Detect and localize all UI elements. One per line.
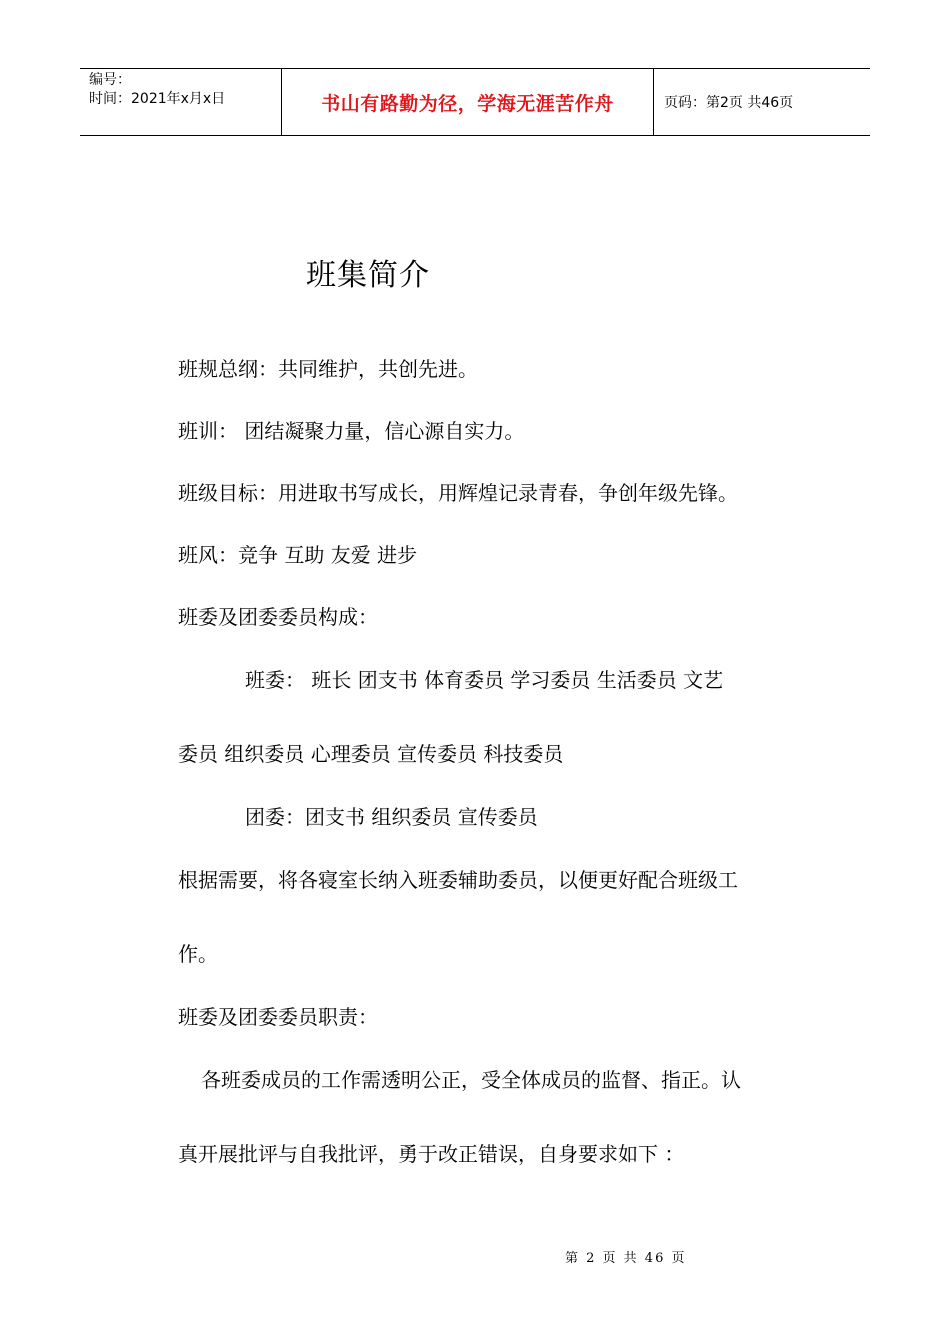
page-title: 班集简介 bbox=[306, 258, 430, 293]
motto-text: 书山有路勤为径，学海无涯苦作舟 bbox=[321, 92, 614, 115]
paragraph-line: 班委： 班长 团支书 体育委员 学习委员 生活委员 文艺 bbox=[245, 668, 724, 692]
paragraph-line: 班委及团委委员职责： bbox=[178, 1005, 378, 1029]
paragraph-line: 真开展批评与自我批评，勇于改正错误，自身要求如下 ： bbox=[178, 1142, 685, 1166]
paragraph-line: 班规总纲：共同维护，共创先进。 bbox=[178, 357, 478, 381]
number-label: 编号： bbox=[89, 72, 131, 88]
paragraph-line: 班级目标：用进取书写成长，用辉煌记录青春，争创年级先锋。 bbox=[178, 481, 738, 505]
paragraph-line: 作。 bbox=[178, 942, 218, 966]
paragraph-line: 根据需要，将各寝室长纳入班委辅助委员，以便更好配合班级工 bbox=[178, 868, 738, 892]
document-header bbox=[80, 68, 870, 136]
paragraph-line: 班风：竞争 互助 友爱 进步 bbox=[178, 543, 418, 567]
paragraph-line: 班训： 团结凝聚力量，信心源自实力。 bbox=[178, 419, 525, 443]
header-page-cell bbox=[654, 69, 870, 135]
header-meta-cell bbox=[80, 69, 282, 135]
footer-page-number: 第 2 页 共 46 页 bbox=[565, 1251, 687, 1266]
paragraph-line: 团委：团支书 组织委员 宣传委员 bbox=[245, 805, 538, 829]
date-line: 时间：2021年x月x日 bbox=[89, 91, 226, 107]
paragraph-line: 委员 组织委员 心理委员 宣传委员 科技委员 bbox=[178, 742, 564, 766]
page-footer bbox=[0, 1247, 950, 1266]
header-motto-cell bbox=[282, 69, 654, 135]
paragraph-line: 各班委成员的工作需透明公正，受全体成员的监督、指正。认 bbox=[201, 1068, 741, 1092]
paragraph-line: 班委及团委委员构成： bbox=[178, 605, 378, 629]
page-info: 页码：第2页 共46页 bbox=[664, 95, 794, 111]
